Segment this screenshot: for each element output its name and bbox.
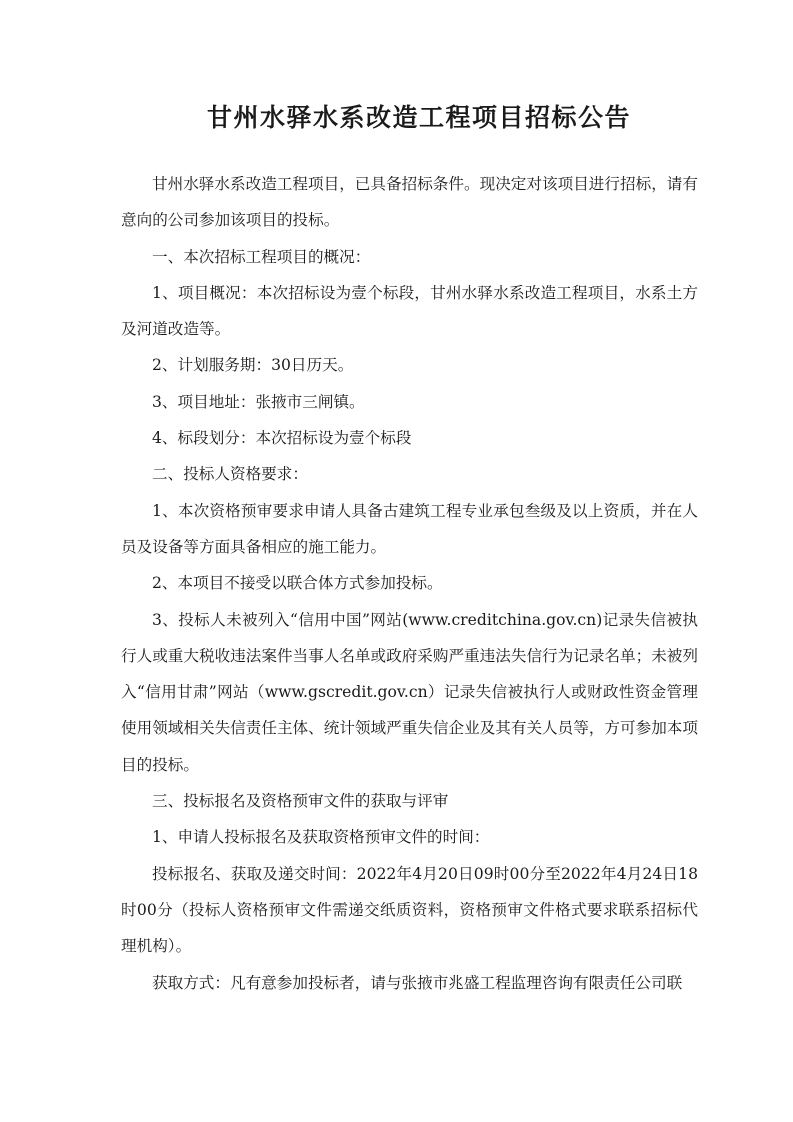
registration-item-1: 1、申请人投标报名及获取资格预审文件的时间： — [152, 828, 490, 847]
overview-item-4: 4、标段划分：本次招标设为壹个标段 — [152, 429, 412, 448]
overview-item-2: 2、计划服务期：30日历天。 — [152, 356, 354, 375]
intro-paragraph: 甘州水驿水系改造工程项目，已具备招标条件。现决定对该项目进行招标，请有意向的公司参加该项目的投标。 — [121, 175, 698, 230]
overview-item-1: 1、项目概况：本次招标设为壹个标段，甘州水驿水系改造工程项目，水系土方及河道改造等。 — [121, 283, 698, 339]
section-heading-qualification: 二、投标人资格要求： — [152, 465, 308, 484]
qualification-item-1: 1、本次资格预审要求申请人具备古建筑工程专业承包叁级及以上资质，并在人员及设备等方面具备相应的施工能力。 — [121, 501, 698, 556]
qualification-item-2: 2、本项目不接受以联合体方式参加投标。 — [152, 574, 443, 593]
overview-item-3: 3、项目地址：张掖市三闸镇。 — [152, 392, 365, 411]
document-title: 甘州水驿水系改造工程项目招标公告 — [207, 103, 632, 132]
registration-method: 获取方式：凡有意参加投标者，请与张掖市兆盛工程监理咨询有限责任公司联 — [152, 973, 683, 992]
section-heading-registration: 三、投标报名及资格预审文件的获取与评审 — [152, 792, 449, 811]
section-heading-overview: 一、本次招标工程项目的概况： — [152, 247, 371, 266]
qualification-item-3: 3、投标人未被列入“信用中国”网站(www.creditchina.gov.cn)记录失信被执行人或重大税收违法案件当事人名单或政府采购严重违法失信行为记录名单；未被列入“信用甘肃”网站（www.gscredit.gov.cn）记录失信被执行人或财政性资金管理使用领域相关失信责任主体、统计领域严重失信企业及其有关人员等，方可参加本项目的投标。 — [121, 610, 698, 774]
registration-time: 投标报名、获取及递交时间：2022年4月20日09时00分至2022年4月24日18时00分（投标人资格预审文件需递交纸质资料，资格预审文件格式要求联系招标代理机构）。 — [121, 864, 698, 956]
